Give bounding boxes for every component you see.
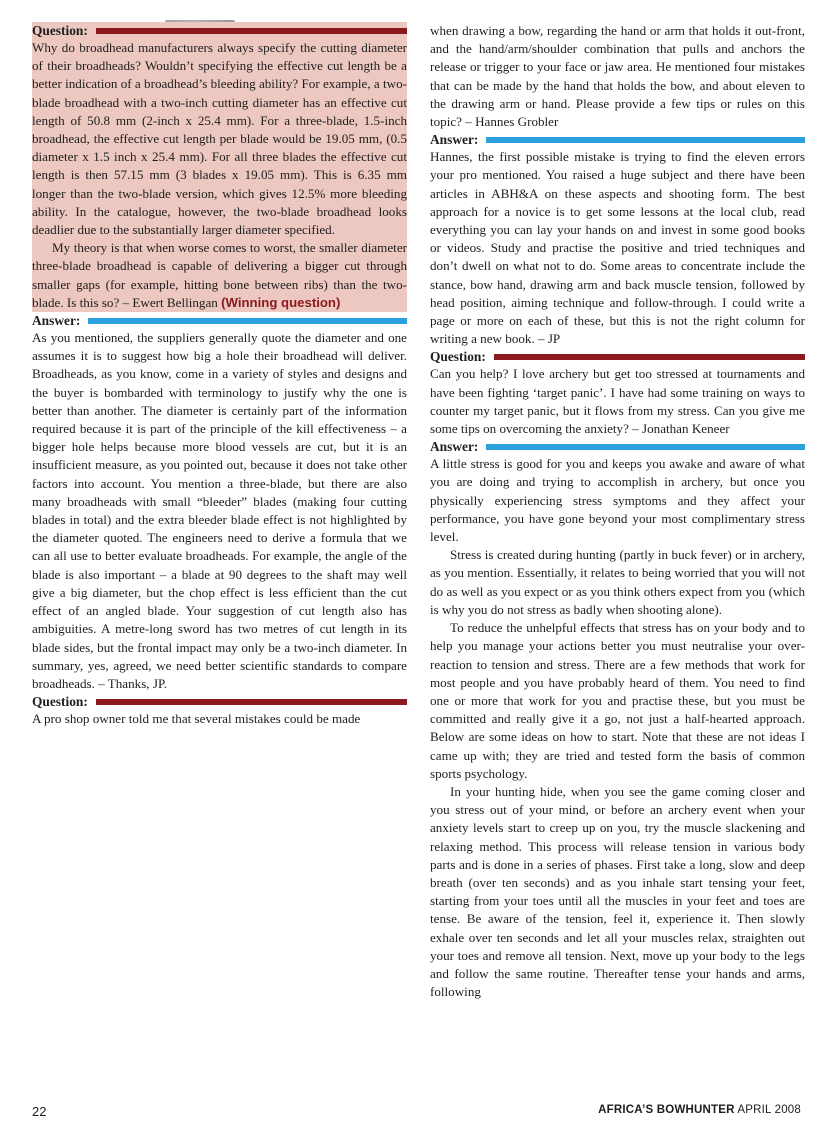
winning-question-box <box>32 22 407 312</box>
magazine-name: AFRICA’S BOWHUNTER <box>598 1104 735 1116</box>
question-text <box>32 239 407 312</box>
answer-text: A little stress is good for you and keeps you awake and aware of what you are doing and trying to accomplish in archery, but once you physically experiencing stress symptoms and they affect your performance, you have gone beyond your most complimentary stress level. <box>430 456 805 545</box>
question-text: Why do broadhead manufacturers always specify the cutting diameter of their broadheads? Wouldn’t specifying the effective cut length be a better indication of a broadhead’s bleeding ability? For example, a two-blade broadhead with a two-inch cutting diameter has an effective cut length of 50.8 mm (2-inch x 25.4 mm). For a three-blade, 1.5-inch broadhead, the effective cut length per blade would be 19.05 mm, (0.5 diameter x 1.5 inch x 25.4 mm). For all three blades the effective cut length is then 57.15 mm (3 blades x 19.05 mm). This is 6.35 mm longer than the two-blade version, which gives 12.5% more bleeding ability. In the catalogue, however, the two-blade broadhead looks deadlier due to the substantially larger diameter specified. <box>32 40 407 238</box>
question-heading <box>32 22 407 39</box>
page-number: 22 <box>32 1104 47 1119</box>
left-column <box>32 22 407 728</box>
answer-rule <box>88 318 407 324</box>
answer-rule <box>486 137 805 143</box>
answer-text: In your hunting hide, when you see the game coming closer and you stress out of your mind, or before an archery event when your anxiety levels start to creep up on you, try the muscle slackening and relaxing method. This process will release tension in various body parts and is done in a series of phases. First take a long, slow and deep breath (over ten seconds) and as you inhale start tensing your feet, starting from your toes until all the muscles in your feet and toes are tense. Be aware of the tension, feel it, experience it. Then slowly exhale over ten seconds and let all your muscles relax, straighten out your toes and remove all tension. Next, move up your body to the legs and follow the same routine. Thereafter tense your hands and arms, following <box>430 783 805 1000</box>
question-heading <box>32 693 407 710</box>
question-label: Question: <box>32 694 88 710</box>
question-text: Can you help? I love archery but get too stressed at tournaments and have been fighting ‘target panic’. I have had some training on ways to counter my target panic, but it flows from my stress. Can you give me some tips on overcoming the anxiety? – Jonathan Keneer <box>430 366 805 437</box>
question-text: A pro shop owner told me that several mistakes could be made <box>32 711 361 727</box>
answer-text: Stress is created during hunting (partly in buck fever) or in archery, as you mention. Essentially, it relates to being worried that you will not do as well as you expect or as you think others expect from you (which is why you do not stress as badly when shooting alone). <box>430 547 805 617</box>
answer-text: As you mentioned, the suppliers generally quote the diameter and one assumes it is to suggest how big a hole their broadhead will deliver. Broadheads, as you know, come in a variety of styles and designs and the buyer is bombarded with terminology to justify why the one is better than another. The diameter is certainly part of the information required because it is part of the principle of the kill effectiveness – a bigger hole helps because more blood vessels are cut, but it is an insufficient measure, as you pointed out, because it does not take other factors into account. You mention a three-blade, but there are also many broadheads with small “bleeder” blades (making four cutting blades in total) and the extra bleeder blade effect is not highlighted by the diameter quoted. The engineers need to derive a formula that we can all use to better evaluate broadheads. For example, the angle of the blade is also important – a blade at 90 degrees to the shaft may well give a big diameter, but the chop effect is less efficient than the cut effect of an angled blade. Your suggestion of cut length also has ambiguities. A metre-long sword has two metres of cut length in its blade sides, but the frontal impact may only be a two-inch diameter. In summary, yes, agreed, we need better scientific standards to compare broadheads. – Thanks, JP. <box>32 330 407 691</box>
question-text-sentence: My theory is that when worse comes to worst, the smaller diameter three-blade broadhead is capable of delivering a bigger cut through smaller gaps (for example, hitting bone between ribs) than the two-blade. Is this so? – Ewert Bellingan <box>32 240 407 310</box>
answer-label: Answer: <box>32 313 81 329</box>
question-rule <box>96 699 407 705</box>
answer-heading <box>32 312 407 329</box>
answer-text: Hannes, the first possible mistake is trying to find the eleven errors your pro mentioned. You raised a huge subject and there have been articles in ABH&A on these aspects and shooting form. The best approach for a novice is to get some lessons at the local club, read everything you can lay your hands on and invest in some good books or videos. Study and practise the positive and tried techniques and don’t dwell on what not to do. Some areas to concentrate include the stance, bow hand, drawing arm and back muscle tension, followed by head position, aiming technique and follow-through. I could write a page or more on each of these, but this is not the right column for writing a new book. – JP <box>430 149 805 347</box>
answer-rule <box>486 444 805 450</box>
right-column <box>430 22 805 1001</box>
answer-text: To reduce the unhelpful effects that stress has on your body and to help you manage your actions better you must neutralise your over-reaction to tension and stress. There are a few methods that work for most people and you have probably heard of them. You need to find one or more that work for you and practise these, but you must be committed and really give it a go, not just a half-hearted approach. Below are some ideas on how to start. Note that these are not ideas I came up with; they are tried and tested form the basis of common sports psychology. <box>430 620 805 781</box>
answer-label: Answer: <box>430 439 479 455</box>
question-rule <box>494 354 805 360</box>
question-rule <box>96 28 407 34</box>
answer-label: Answer: <box>430 132 479 148</box>
question-heading <box>430 348 805 365</box>
question-text: when drawing a bow, regarding the hand or arm that holds it out-front, and the hand/arm/shoulder combination that pulls and anchors the release or trigger to your face or jaw area. He mentioned four mistakes that can be made by the hand that holds the bow, and about eleven to the drawing arm or hand. Please provide a few tips or rules on this topic? – Hannes Grobler <box>430 23 805 130</box>
running-footer <box>598 1104 801 1116</box>
issue-date: APRIL 2008 <box>737 1104 801 1116</box>
winning-question-tag: (Winning question) <box>221 294 341 310</box>
answer-heading <box>430 438 805 455</box>
question-label: Question: <box>430 349 486 365</box>
answer-heading <box>430 131 805 148</box>
question-label: Question: <box>32 23 88 38</box>
